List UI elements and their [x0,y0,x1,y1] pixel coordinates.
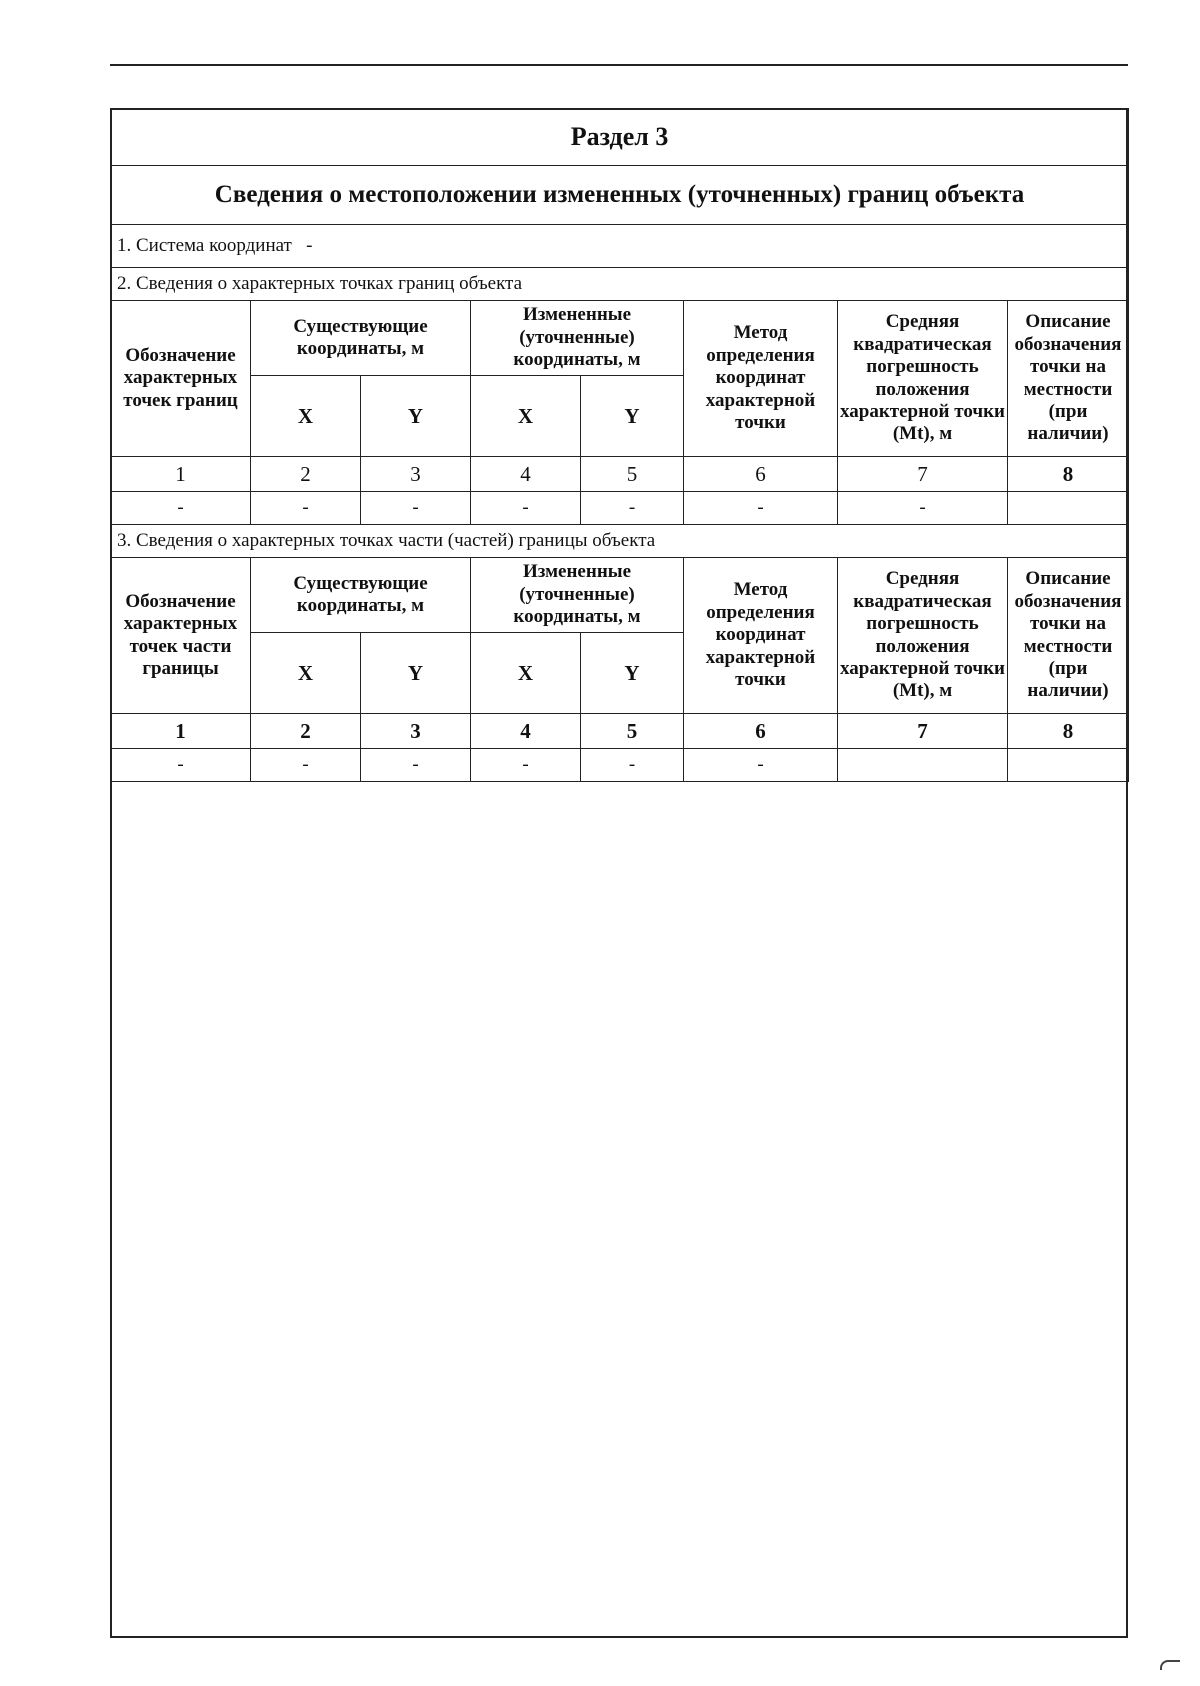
t2-cell [1008,749,1129,782]
t1-cell [1008,492,1129,525]
t2-cell: - [361,749,471,782]
section-title: Раздел 3 [111,109,1129,166]
t1-header-description: Описание обозначения точки на местности (при наличии) [1008,301,1129,457]
t1-header-method: Метод определения координат характерной точки [684,301,838,457]
t2-cell: - [581,749,684,782]
t1-cell: - [111,492,251,525]
t1-header-error: Средняя квадратическая погрешность положения характерной точки (Mt), м [838,301,1008,457]
t2-header-changed-x: X [471,633,581,714]
t1-header-changed-y: Y [581,376,684,457]
t2-header-description: Описание обозначения точки на местности (при наличии) [1008,558,1129,714]
t2-cell [838,749,1008,782]
t2-header-method: Метод определения координат характерной точки [684,558,838,714]
t2-header-designation: Обозначение характерных точек части границы [111,558,251,714]
t2-col-number: 7 [838,714,1008,749]
t1-col-number: 2 [251,457,361,492]
t1-header-changed: Измененные (уточненные) координаты, м [471,301,684,376]
t2-cell: - [251,749,361,782]
t2-col-number: 2 [251,714,361,749]
coord-system-row [111,225,1129,268]
t1-cell: - [361,492,471,525]
t1-cell: - [684,492,838,525]
signature-mark [1160,1660,1180,1670]
t2-header-existing-x: X [251,633,361,714]
section-3-table [110,108,1129,782]
t1-cell: - [471,492,581,525]
t2-header-error: Средняя квадратическая погрешность положения характерной точки (Mt), м [838,558,1008,714]
table2-caption: 3. Сведения о характерных точках части (частей) границы объекта [111,525,1129,558]
section-subtitle: Сведения о местоположении измененных (уточненных) границ объекта [111,166,1129,225]
coord-system-label: 1. Система координат [117,234,292,256]
t1-col-number: 3 [361,457,471,492]
t2-header-changed: Измененные (уточненные) координаты, м [471,558,684,633]
t1-header-existing-x: X [251,376,361,457]
t2-col-number: 8 [1008,714,1129,749]
t1-header-existing: Существующие координаты, м [251,301,471,376]
t1-cell: - [581,492,684,525]
t1-header-changed-x: X [471,376,581,457]
t2-cell: - [471,749,581,782]
t1-col-number: 7 [838,457,1008,492]
t2-header-existing-y: Y [361,633,471,714]
t2-header-existing: Существующие координаты, м [251,558,471,633]
t2-col-number: 6 [684,714,838,749]
t2-col-number: 4 [471,714,581,749]
t1-header-designation: Обозначение характерных точек границ [111,301,251,457]
top-rule [110,64,1128,66]
t1-col-number: 4 [471,457,581,492]
t2-cell: - [684,749,838,782]
coord-system-value: - [306,234,313,256]
t1-col-number: 1 [111,457,251,492]
t1-col-number: 6 [684,457,838,492]
t2-header-changed-y: Y [581,633,684,714]
table1-caption: 2. Сведения о характерных точках границ объекта [111,268,1129,301]
t2-col-number: 1 [111,714,251,749]
t1-cell: - [838,492,1008,525]
t1-col-number: 8 [1008,457,1129,492]
t2-cell: - [111,749,251,782]
t2-col-number: 5 [581,714,684,749]
t1-header-existing-y: Y [361,376,471,457]
t1-col-number: 5 [581,457,684,492]
t1-cell: - [251,492,361,525]
t2-col-number: 3 [361,714,471,749]
